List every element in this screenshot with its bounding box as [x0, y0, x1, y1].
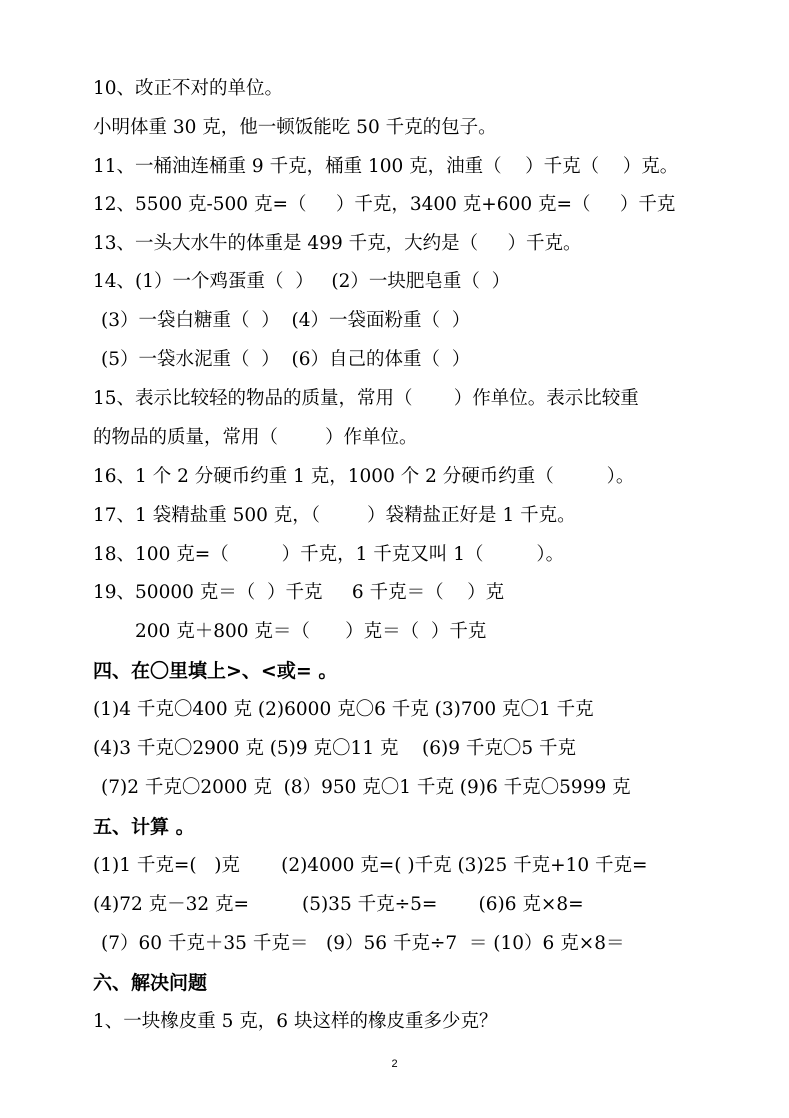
q13: 13、一头大水牛的体重是 499 千克，大约是（ ）千克。 — [93, 233, 582, 254]
q11: 11、一桶油连桶重 9 千克，桶重 100 克，油重（ ）千克（ ）克。 — [93, 156, 679, 177]
compare-row1: (1)4 千克〇400 克 (2)6000 克〇6 千克 (3)700 克〇1 千克 — [93, 699, 594, 720]
problem-1: 1、一块橡皮重 5 克，6 块这样的橡皮重多少克？ — [93, 1011, 498, 1032]
calc-row2: (4)72 克－32 克= (5)35 千克÷5= (6)6 克×8= — [93, 894, 584, 915]
page-number: 2 — [391, 1058, 398, 1070]
q19-line2: 200 克＋800 克＝（ ）克＝（ ）千克 — [135, 621, 487, 642]
q14-row3: (5）一袋水泥重（ ） (6）自己的体重（ ） — [101, 349, 471, 370]
q15-line1: 15、表示比较轻的物品的质量，常用（ ）作单位。表示比较重 — [93, 388, 639, 409]
calc-row1: (1)1 千克=( )克 (2)4000 克=( )千克 (3)25 千克+10 千克= — [93, 855, 648, 876]
q14-row2: (3）一袋白糖重（ ） (4）一袋面粉重（ ） — [101, 310, 471, 331]
q19-line1: 19、50000 克＝（ ）千克 6 千克＝（ ）克 — [93, 582, 505, 603]
section-6-heading: 六、解决问题 — [93, 972, 208, 994]
compare-row3: (7)2 千克〇2000 克 (8）950 克〇1 千克 (9)6 千克〇5999 克 — [101, 777, 631, 798]
q16: 16、1 个 2 分硬币约重 1 克，1000 个 2 分硬币约重（ ）。 — [93, 466, 635, 487]
compare-row2: (4)3 千克〇2900 克 (5)9 克〇11 克 (6)9 千克〇5 千克 — [93, 738, 577, 759]
calc-row3: (7）60 千克＋35 千克＝ (9）56 千克÷7 ＝ (10）6 克×8＝ — [101, 933, 625, 954]
q10-title: 10、改正不对的单位。 — [93, 78, 284, 99]
q17: 17、1 袋精盐重 500 克，（ ）袋精盐正好是 1 千克。 — [93, 505, 576, 526]
q14-row1: 14、(1）一个鸡蛋重（ ） (2）一块肥皂重（ ） — [93, 271, 511, 292]
section-4-heading: 四、在〇里填上>、<或= 。 — [93, 660, 338, 682]
q18: 18、100 克=（ ）千克，1 千克又叫 1（ ）。 — [93, 544, 565, 565]
q10-text: 小明体重 30 克，他一顿饭能吃 50 千克的包子。 — [93, 117, 497, 138]
q15-line2: 的物品的质量，常用（ ）作单位。 — [93, 427, 418, 448]
section-5-heading: 五、计算 。 — [93, 816, 195, 838]
q12: 12、5500 克-500 克=（ ）千克，3400 克+600 克=（ ）千克 — [93, 194, 676, 215]
